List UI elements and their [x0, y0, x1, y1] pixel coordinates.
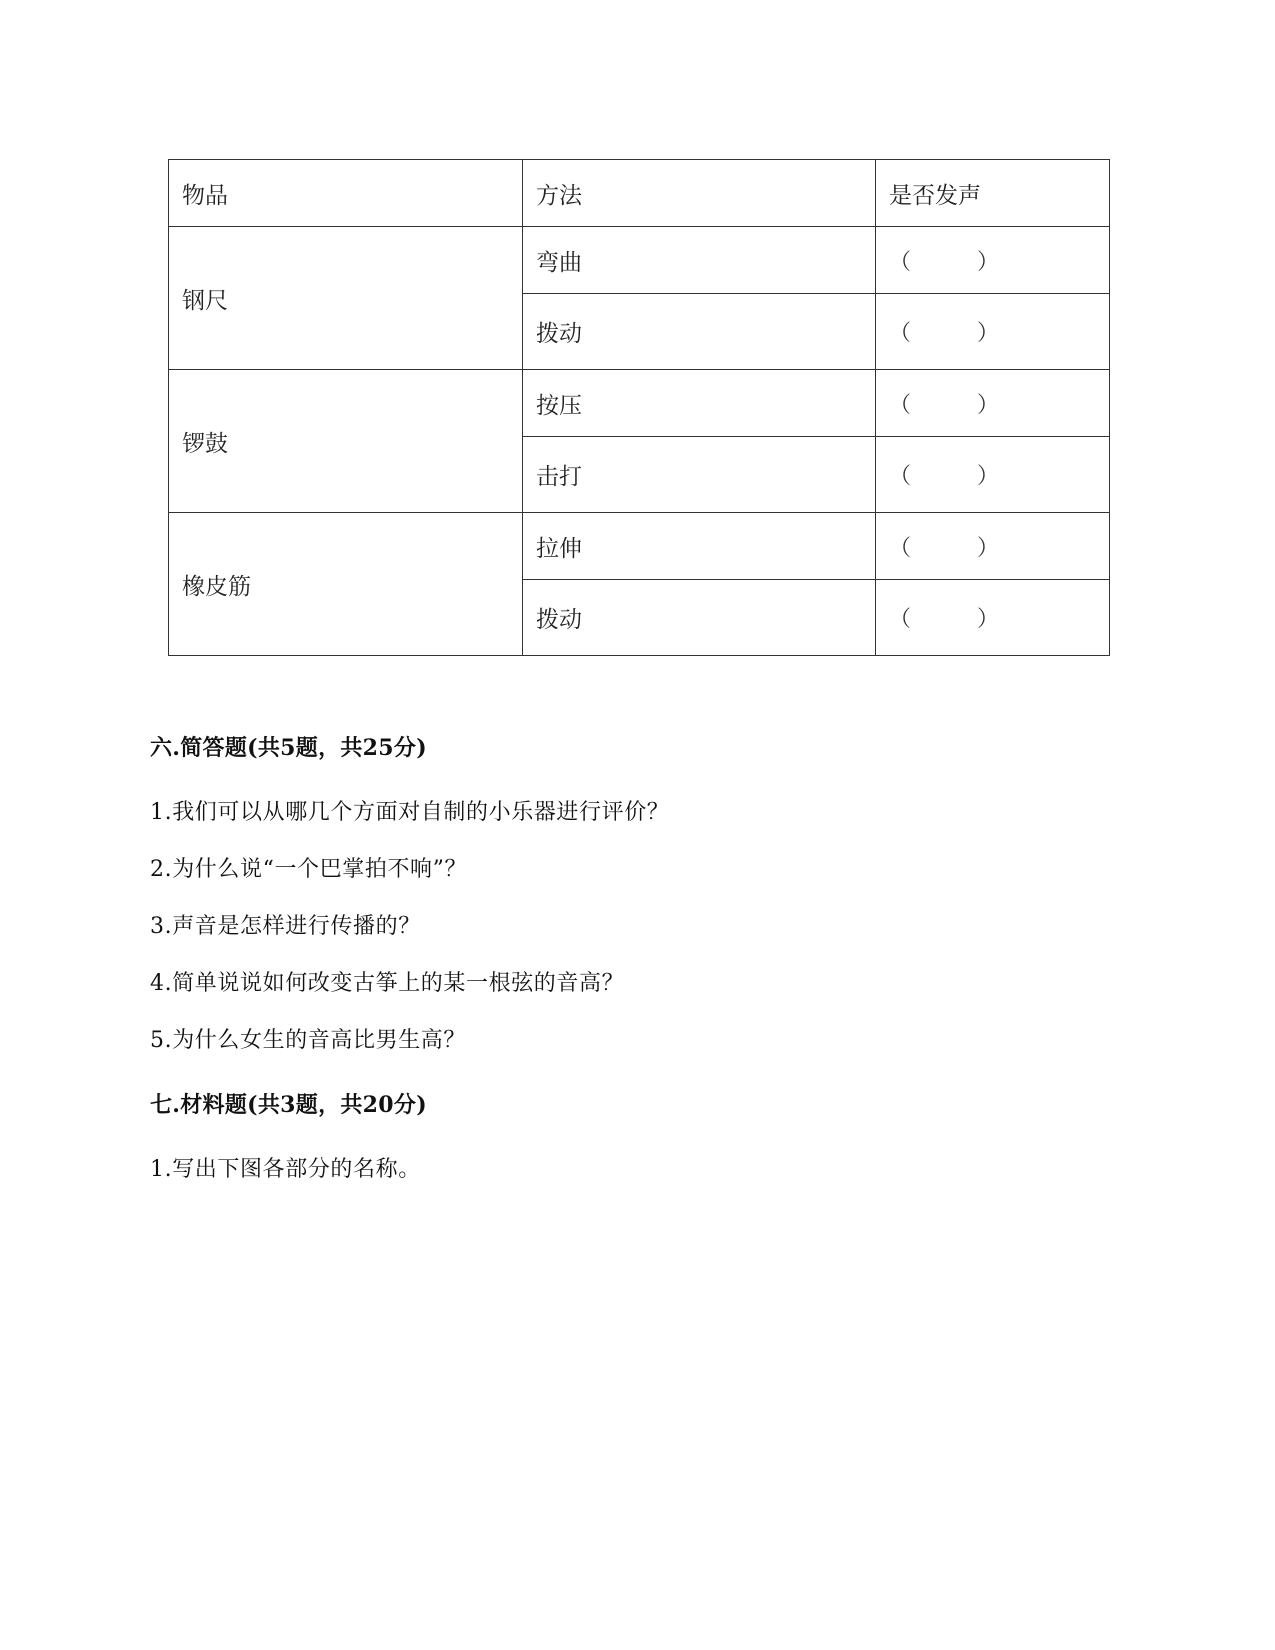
section-7-title: 七.材料题(共3题，共20分)	[150, 1092, 427, 1118]
question-item: 4.简单说说如何改变古筝上的某一根弦的音高？	[150, 971, 625, 996]
blank-open: （	[889, 321, 912, 346]
blank-open: （	[889, 535, 912, 561]
table-header-row	[169, 160, 1110, 227]
method-cell: 拨动	[523, 294, 876, 370]
item-cell: 钢尺	[169, 227, 523, 370]
method-cell: 按压	[523, 370, 876, 437]
answer-blank[interactable]	[876, 294, 1110, 370]
answer-blank[interactable]	[876, 437, 1110, 513]
answer-blank[interactable]	[876, 370, 1110, 437]
blank-open: （	[889, 392, 912, 418]
question-item: 1.我们可以从哪几个方面对自制的小乐器进行评价？	[150, 800, 670, 825]
blank-close: ）	[976, 607, 999, 632]
method-cell: 弯曲	[523, 227, 876, 294]
item-cell: 锣鼓	[169, 370, 523, 513]
answer-blank[interactable]	[876, 513, 1110, 580]
section-6-title: 六.简答题(共5题，共25分)	[150, 735, 427, 761]
answer-blank[interactable]	[876, 227, 1110, 294]
blank-open: （	[889, 464, 912, 489]
blank-close: ）	[976, 392, 999, 418]
sound-experiment-table	[168, 159, 1110, 656]
header-sound: 是否发声	[876, 160, 1110, 227]
blank-close: ）	[976, 464, 999, 489]
blank-open: （	[889, 249, 912, 275]
blank-open: （	[889, 607, 912, 632]
header-item: 物品	[169, 160, 523, 227]
answer-blank[interactable]	[876, 580, 1110, 656]
blank-close: ）	[976, 321, 999, 346]
question-item: 3.声音是怎样进行传播的？	[150, 914, 421, 939]
header-method: 方法	[523, 160, 876, 227]
method-cell: 击打	[523, 437, 876, 513]
table-row	[169, 370, 1110, 437]
method-cell: 拨动	[523, 580, 876, 656]
question-item: 2.为什么说“一个巴掌拍不响”？	[150, 857, 468, 882]
blank-close: ）	[976, 249, 999, 275]
table-row	[169, 227, 1110, 294]
question-item: 5.为什么女生的音高比男生高？	[150, 1028, 466, 1053]
table-row	[169, 513, 1110, 580]
item-cell: 橡皮筋	[169, 513, 523, 656]
blank-close: ）	[976, 535, 999, 561]
method-cell: 拉伸	[523, 513, 876, 580]
question-item: 1.写出下图各部分的名称。	[150, 1157, 421, 1182]
